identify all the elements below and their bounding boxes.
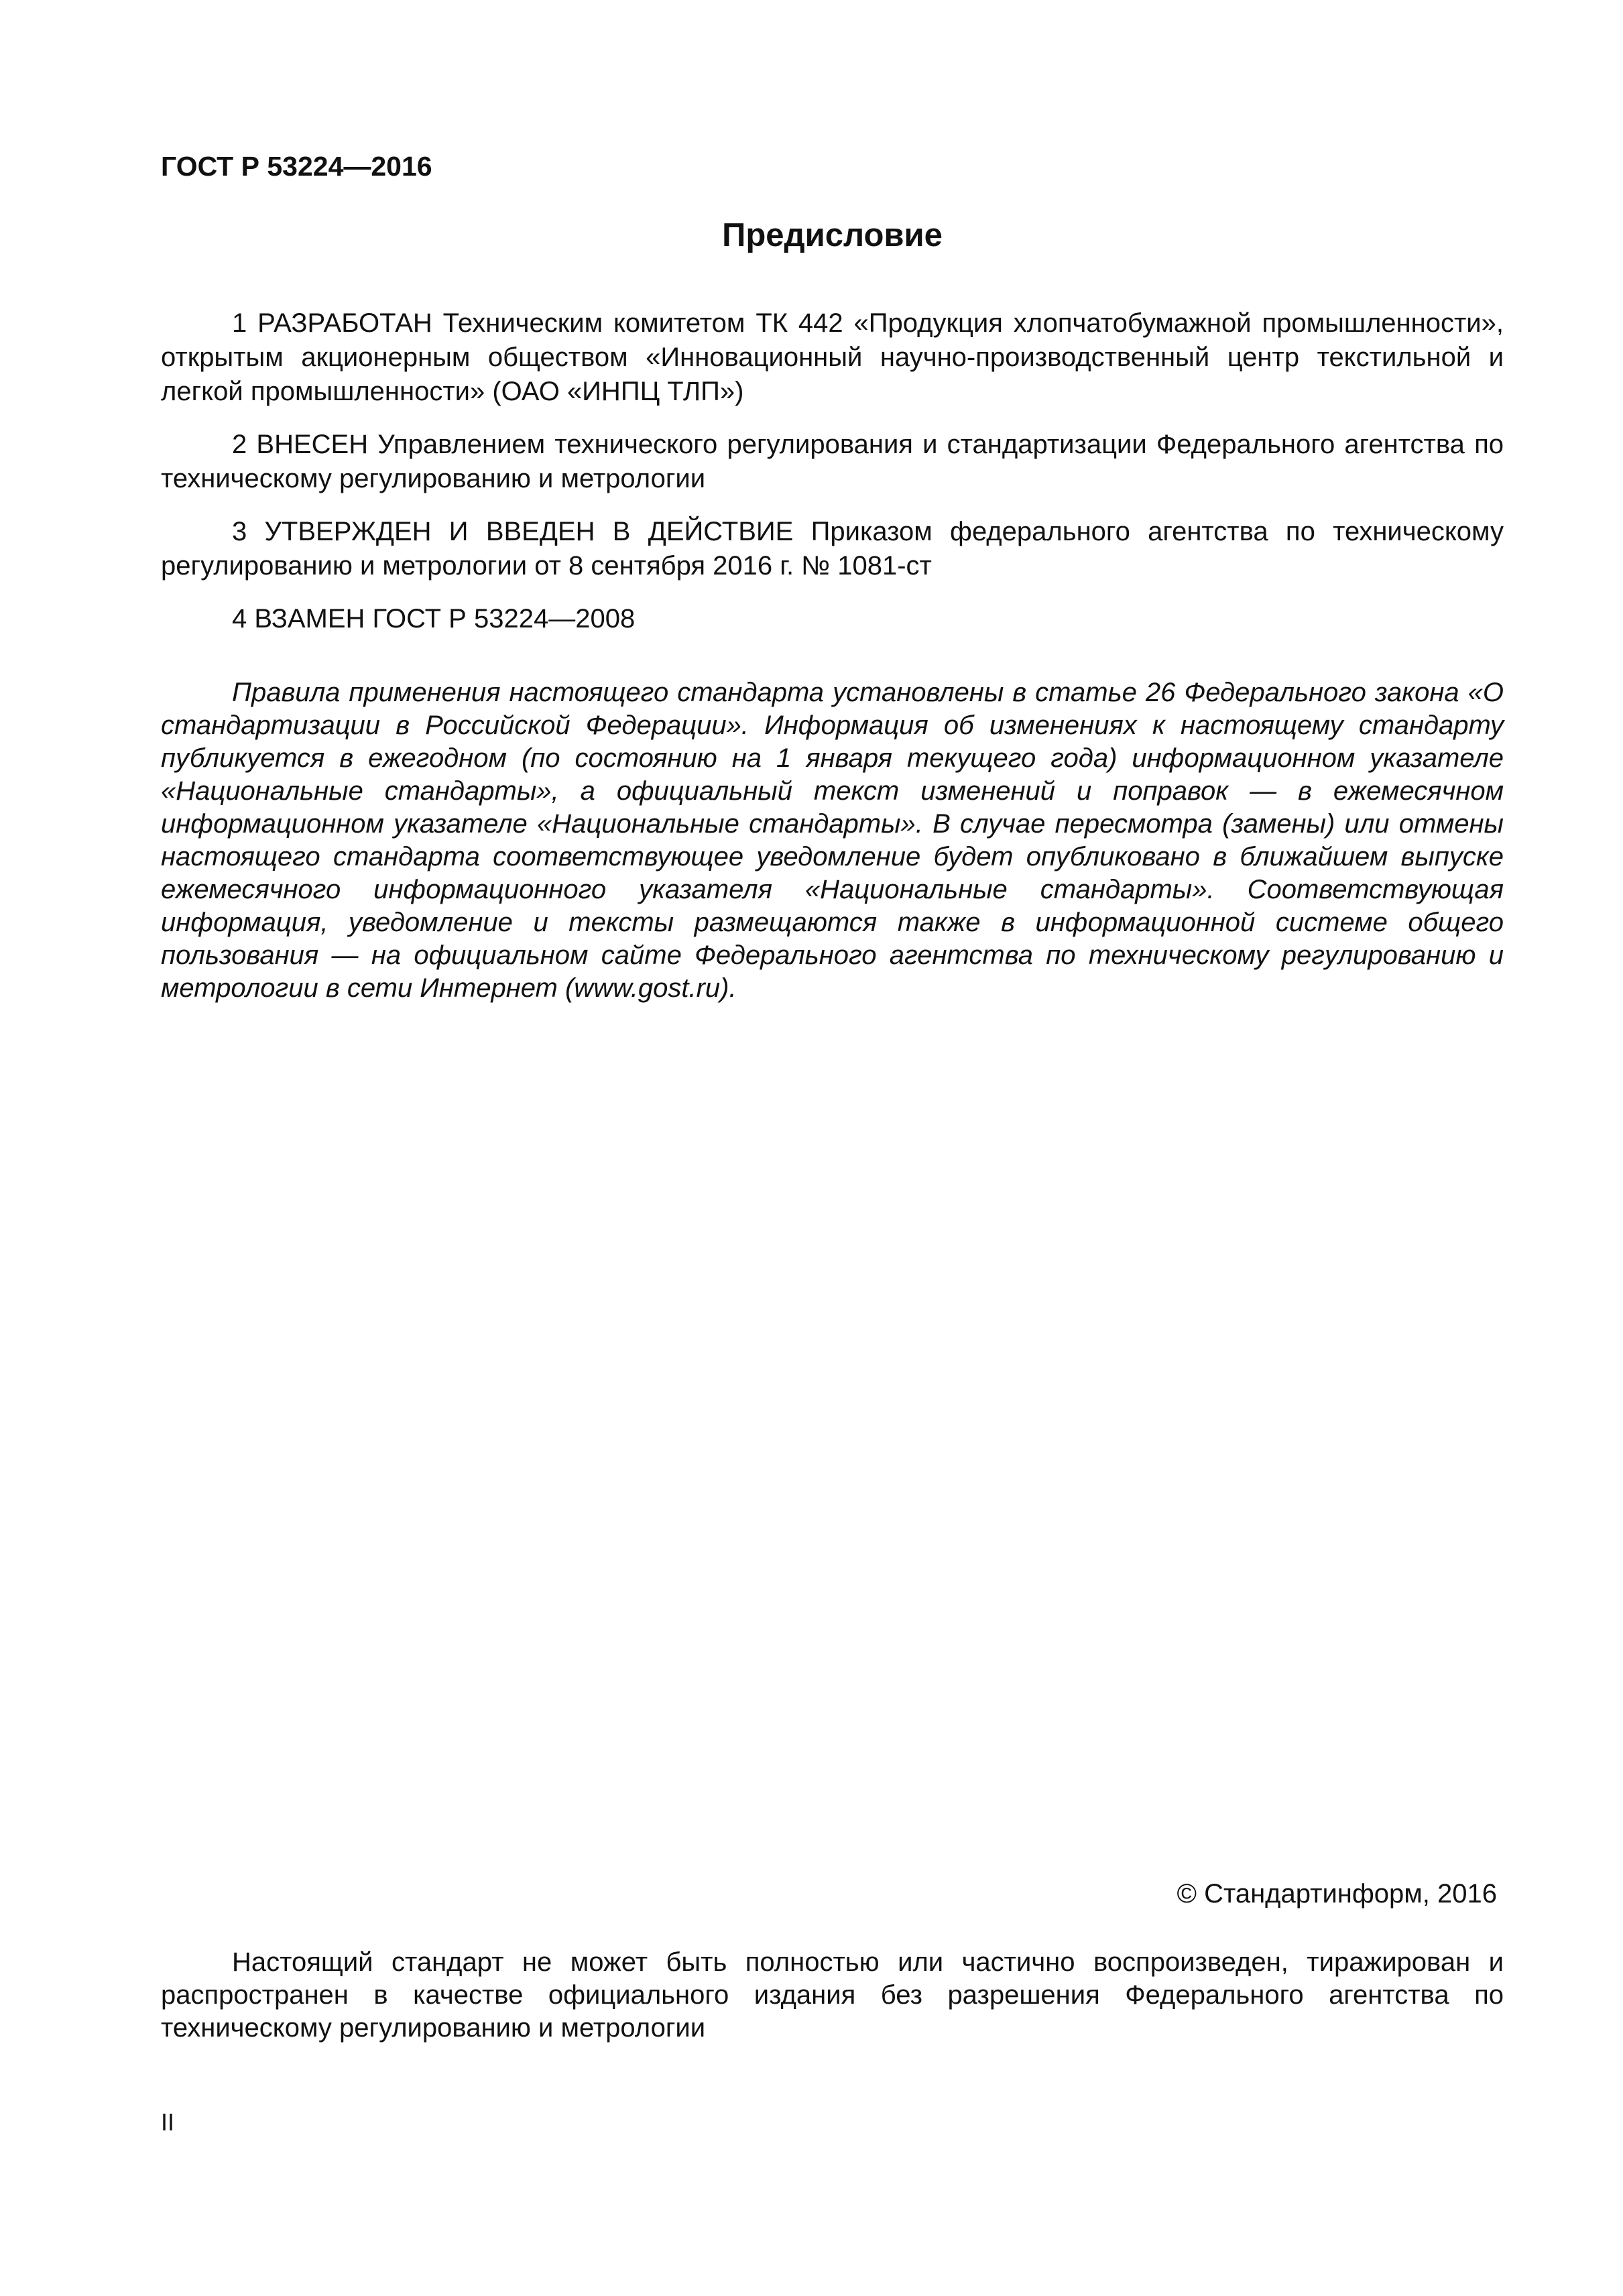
rights-note-text: Настоящий стандарт не может быть полностью или частично воспроизведен, тиражирован и распространен в качестве официального издания без разрешения Федерального агентства по техническому регулированию и метрологии <box>161 1947 1504 2043</box>
rights-note <box>161 1946 1504 2045</box>
document-code: ГОСТ Р 53224—2016 <box>161 151 432 182</box>
preface-item-introduced: 2 ВНЕСЕН Управлением технического регулирования и стандартизации Федерального агентства по техническому регулированию и метрологии <box>161 430 1504 493</box>
preface-item-developed: 1 РАЗРАБОТАН Техническим комитетом ТК 442 «Продукция хлопчатобумажной промышленности», открытым акционерным обществом «Инновационный научно-производственный центр текстильной и легкой промышленности» (ОАО «ИНПЦ ТЛП») <box>161 308 1504 406</box>
rules-note-text: Правила применения настоящего стандарта установлены в статье 26 Федерального закона «О стандартизации в Российской Федерации». Информация об изменениях к настоящему стандарту публикуется в ежегодном (по состоянию на 1 января текущего года) информационном указателе «Национальные стандарты», а официальный текст изменений и поправок — в ежемесячном информационном указателе «Национальные стандарты». В случае пересмотра (замены) или отмены настоящего стандарта соответствующее уведомление будет опубликовано в ближайшем выпуске ежемесячного информационного указателя «Национальные стандарты». Соответствующая информация, уведомление и тексты размещаются также в информационной системе общего пользования — на официальном сайте Федерального агентства по техническому регулированию и метрологии в сети Интернет (www.gost.ru). <box>161 678 1504 1003</box>
preface-item-approved: 3 УТВЕРЖДЕН И ВВЕДЕН В ДЕЙСТВИЕ Приказом федерального агентства по техническому регулированию и метрологии от 8 сентября 2016 г. № 1081-ст <box>161 517 1504 581</box>
preface-item-replaces: 4 ВЗАМЕН ГОСТ Р 53224—2008 <box>232 604 636 633</box>
page-number: II <box>161 2108 175 2136</box>
preface-items <box>161 306 1504 636</box>
copyright-line: © Стандартинформ, 2016 <box>1177 1879 1497 1909</box>
page-title: Предисловие <box>722 217 943 253</box>
rules-note <box>161 676 1504 1005</box>
